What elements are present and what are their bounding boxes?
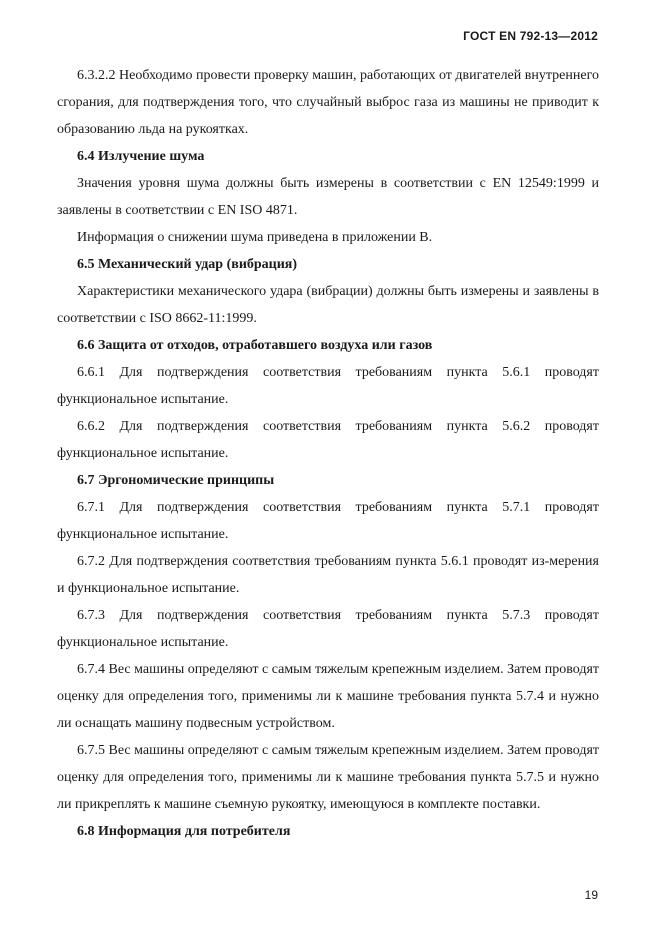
paragraph-6-7-3: 6.7.3 Для подтверждения соответствия требованиям пункта 5.7.3 проводят функциональное испытание. [57,608,599,650]
document-body [57,62,599,845]
page-number: 19 [584,888,598,902]
paragraph-6-6-1: 6.6.1 Для подтверждения соответствия требованиям пункта 5.6.1 проводят функциональное испытание. [57,365,599,407]
paragraph-6-4-1: Значения уровня шума должны быть измерены в соответствии с EN 12549:1999 и заявлены в соответствии с EN ISO 4871. [57,176,599,218]
paragraph-6-7-4: 6.7.4 Вес машины определяют с самым тяжелым крепежным изделием. Затем проводят оценку для определения того, применимы ли к машине требования пункта 5.7.4 и нужно ли оснащать машину подвесным устройством. [57,662,599,731]
paragraph-6-4-2: Информация о снижении шума приведена в приложении В. [77,230,433,245]
paragraph-6-6-2: 6.6.2 Для подтверждения соответствия требованиям пункта 5.6.2 проводят функциональное испытание. [57,419,599,461]
paragraph-6-7-1: 6.7.1 Для подтверждения соответствия требованиям пункта 5.7.1 проводят функциональное испытание. [57,500,599,542]
document-header: ГОСТ EN 792-13—2012 [463,29,598,43]
paragraph-6-7-2: 6.7.2 Для подтверждения соответствия требованиям пункта 5.6.1 проводят из-мерения и функциональное испытание. [57,554,599,596]
section-heading-6-4: 6.4 Излучение шума [77,149,205,164]
paragraph-6-5: Характеристики механического удара (вибрации) должны быть измерены и заявлены в соответствии с ISO 8662-11:1999. [57,284,599,326]
section-heading-6-6: 6.6 Защита от отходов, отработавшего воздуха или газов [77,338,433,353]
section-heading-6-7: 6.7 Эргономические принципы [77,473,275,488]
paragraph-6-7-5: 6.7.5 Вес машины определяют с самым тяжелым крепежным изделием. Затем проводят оценку для определения того, применимы ли к машине требования пункта 5.7.5 и нужно ли прикреплять к машине съемную рукоятку, имеющуюся в комплекте поставки. [57,743,599,812]
section-heading-6-8: 6.8 Информация для потребителя [77,824,291,839]
paragraph-6-3-2-2: 6.3.2.2 Необходимо провести проверку машин, работающих от двигателей внутреннего сгорания, для подтверждения того, что случайный выброс газа из машины не приводит к образованию льда на рукоятках. [57,68,599,137]
section-heading-6-5: 6.5 Механический удар (вибрация) [77,257,298,272]
